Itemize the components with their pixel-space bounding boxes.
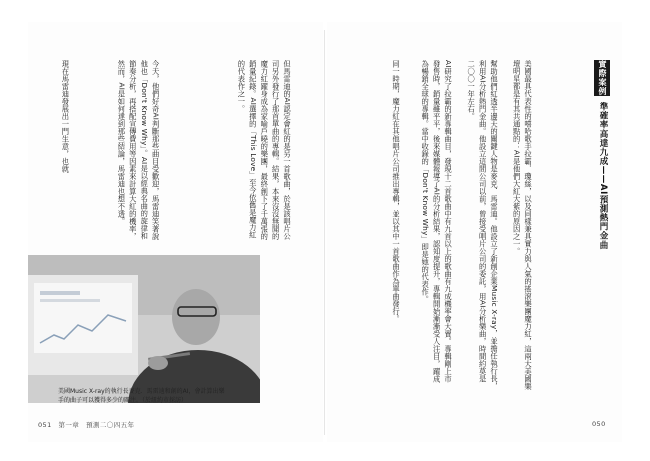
interview-photo <box>28 255 260 403</box>
left-paragraph-1: 但馬雷迪的AI認定會紅的是另一首歌曲，於是該唱片公司另外發行了那首單曲的專輯。結果，本來沒沒無聞的魔力紅躍身成為家喻戶曉的樂團，最終創下了千萬張的銷量紀錄。AI選擇的「This Love」至今依舊是魔力紅的代表作之一。 <box>237 60 293 241</box>
right-paragraph-1: 美國最具代表性的嘻哈歌手拉霸．瓊絲，以及同樣兼具實力與人氣的搖滾樂團魔力紅，這兩大美國樂壇明星都是有其共通點的：AI是他們大紅大紫的原因之一。 <box>512 60 533 390</box>
photo-illustration <box>28 255 260 403</box>
photo-caption: 美國Music X-ray的執行長麥克．馬雷迪和創的AI，會計算出樂手的曲子可以獲得多少的關注。（於紐約市採訪） <box>58 388 225 404</box>
left-paragraph-2: 今天，他們好奇AI判斷那些曲目受歡迎，馬雷迪笑著說他也「Don't Know Why」。AI是以經典名曲的旋律和節奏分析，再搭配宣傳費用等因素來計算大紅的機率，然而，AI是如何達到那些結論，馬雷迪也想不透。 <box>117 60 161 241</box>
section-title: 準確率高達九成——AI預測熱門金曲 <box>598 102 608 250</box>
right-paragraph-4: 同一時期，魔力紅在其他唱片公司推出專輯，並以其中一首歌曲作為單曲發行。 <box>392 60 401 323</box>
left-paragraph-3: 現在馬雷迪發展出一門生意，也就 <box>61 60 71 173</box>
right-folio: 050 <box>592 420 606 428</box>
right-paragraph-2: 幫助他們紅透半邊天的關鍵人物是麥克．馬雷迪。他設立了新創企業Music X-ray，並擔任執行長，利用AI分析熱門金曲。他設立這間公司以前，曾接受唱片公司的委託，用AI分析樂曲，時間約莫是二〇〇一年左右。 <box>467 60 499 390</box>
case-study-badge: 實際案例 <box>594 60 610 96</box>
left-folio: 051 第一章 預測二〇四五年 <box>38 421 135 429</box>
page-gutter <box>324 30 325 435</box>
right-paragraph-3: AI研究了拉霸的新專輯曲目，發現十二首歌曲中有九首以上的歌曲有九成機率會大賣。專輯剛上市發售時，銷量雖平平，後來媒體報導了AI的分析結果，認知度提升，專輯開始漸漸受人注目，躍成為暢銷全球的專輯。當中收錄的「Don't Know Why」即是她的代表作。 <box>421 60 453 383</box>
